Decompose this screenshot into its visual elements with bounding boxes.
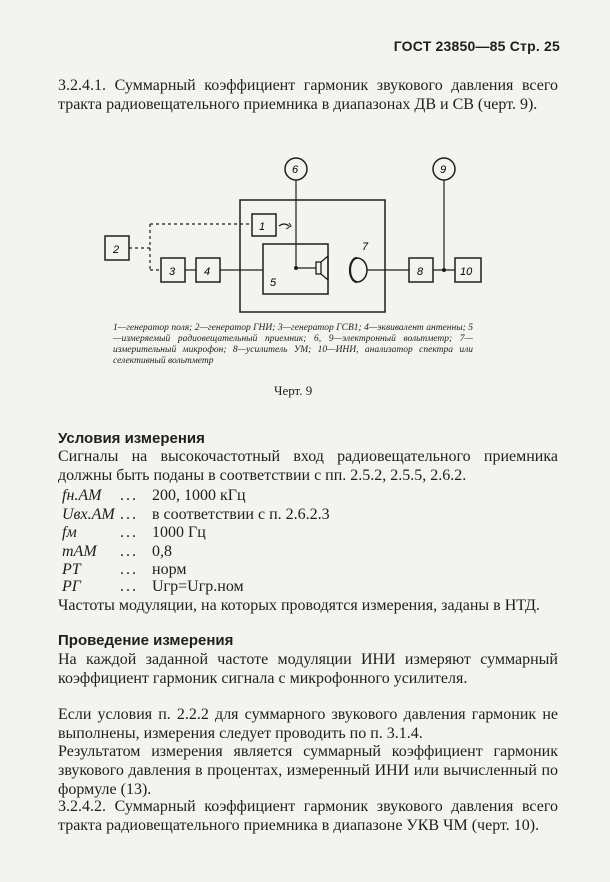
block-label-4: 4 <box>204 266 211 278</box>
paragraph-procedure-1: На каждой заданной частоте модуляции ИНИ измеряют суммарный коэффициент гармоник сигнала с микрофонного усилителя. <box>58 651 558 687</box>
param-row: mAM ... 0,8 <box>62 543 172 560</box>
param-row: fн.AM ... 200, 1000 кГц <box>62 487 246 504</box>
paragraph-procedure-2: Если условия п. 2.2.2 для суммарного звукового давления гармоник не выполнены, измерения следует проводить по п. 3.1.4. <box>58 706 558 742</box>
block-label-1: 1 <box>259 221 266 233</box>
param-row: PГ ... Uгр=Uгр.ном <box>62 578 244 595</box>
heading-conditions: Условия измерения <box>58 430 205 447</box>
block-label-9: 9 <box>440 164 447 176</box>
heading-procedure: Проведение измерения <box>58 632 234 649</box>
paragraph-frequencies: Частоты модуляции, на которых проводятся измерения, заданы в НТД. <box>58 597 540 614</box>
paragraph-3-2-4-2: 3.2.4.2. Суммарный коэффициент гармоник звукового давления всего тракта радиовещательного приемника в диапазоне УКВ ЧМ (черт. 10). <box>58 798 558 834</box>
block-label-3: 3 <box>169 266 176 278</box>
block-label-10: 10 <box>460 266 473 278</box>
paragraph-3-2-4-1: 3.2.4.1. Суммарный коэффициент гармоник звукового давления всего тракта радиовещательного приемника в диапазонах ДВ и СВ (черт. 9). <box>58 77 558 113</box>
paragraph-conditions: Сигналы на высокочастотный вход радиовещательного приемника должны быть поданы в соответствии с пп. 2.5.2, 2.5.5, 2.6.2. <box>58 448 558 484</box>
figure-title: Черт. 9 <box>274 383 313 398</box>
block-label-5: 5 <box>270 277 277 289</box>
param-row: Uвх.AM ... в соответствии с п. 2.6.2.3 <box>62 506 330 523</box>
block-label-2: 2 <box>113 244 120 256</box>
param-row: fм ... 1000 Гц <box>62 524 206 541</box>
paragraph-procedure-3: Результатом измерения является суммарный коэффициент гармоник звукового давления в процентах, измеренный ИНИ или вычисленный по формуле (13). <box>58 743 558 798</box>
param-row: PT ... норм <box>62 561 187 578</box>
block-label-8: 8 <box>417 266 424 278</box>
page-header: ГОСТ 23850—85 Стр. 25 <box>393 38 560 54</box>
block-diagram <box>0 0 610 330</box>
block-label-6: 6 <box>292 164 299 176</box>
block-label-7: 7 <box>362 241 369 253</box>
figure-caption: 1—генератор поля; 2—генератор ГНИ; 3—генератор ГСВ1; 4—эквивалент антенны; 5—измеряемый радиовещательный приемник; 6, 9—электронный вольтметр; 7—измерительный микрофон; 8—усилитель УМ; 10—ИНИ, анализатор спектра или селективный вольтметр <box>113 323 473 366</box>
